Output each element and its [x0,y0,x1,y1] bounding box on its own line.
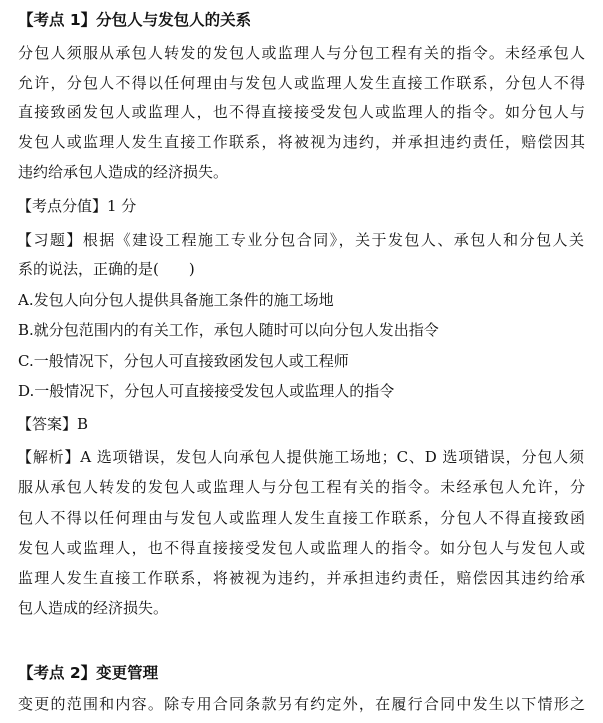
analysis-line-5: 监理人发生直接工作联系，将被视为违约，并承担违约责任，赔偿因其违约给承 [18,569,585,587]
section2-para-line-1: 变更的范围和内容。除专用合同条款另有约定外，在履行合同中发生以下情形之 [18,695,585,713]
option-a: A.发包人向分包人提供具备施工条件的施工场地 [18,291,334,309]
score-label: 【考点分值】1 分 [17,197,137,215]
analysis-line-4: 发包人或监理人，也不得直接接受发包人或监理人的指令。如分包人与发包人或 [18,539,585,557]
option-d: D.一般情况下，分包人可直接接受发包人或监理人的指令 [18,382,395,400]
question-line-2: 系的说法，正确的是( ) [18,260,195,278]
option-b: B.就分包范围内的有关工作，承包人随时可以向分包人发出指令 [18,321,439,339]
answer-label: 【答案】B [17,415,89,433]
section1-para-line-3: 直接致函发包人或监理人，也不得直接接受发包人或监理人的指令。如分包人与 [18,103,585,121]
analysis-line-3: 包人不得以任何理由与发包人或监理人发生直接工作联系，分包人不得直接致函 [18,509,585,527]
section1-para-line-1: 分包人须服从承包人转发的发包人或监理人与分包工程有关的指令。未经承包人 [18,44,585,62]
analysis-line-2: 服从承包人转发的发包人或监理人与分包工程有关的指令。未经承包人允许，分 [18,478,585,496]
section2-title: 【考点 2】变更管理 [18,664,159,682]
section1-para-line-4: 发包人或监理人发生直接工作联系，将被视为违约，并承担违约责任，赔偿因其 [18,133,585,151]
question-line-1: 【习题】根据《建设工程施工专业分包合同》，关于发包人、承包人和分包人关 [17,231,584,249]
section1-para-line-5: 违约给承包人造成的经济损失。 [18,163,229,181]
section1-title: 【考点 1】分包人与发包人的关系 [18,11,252,29]
option-c: C.一般情况下，分包人可直接致函发包人或工程师 [18,352,349,370]
analysis-line-1: 【解析】A 选项错误，发包人向承包人提供施工场地；C、D 选项错误，分包人须 [17,448,584,466]
section1-para-line-2: 允许，分包人不得以任何理由与发包人或监理人发生直接工作联系，分包人不得 [18,74,585,92]
analysis-line-6: 包人造成的经济损失。 [18,599,169,617]
